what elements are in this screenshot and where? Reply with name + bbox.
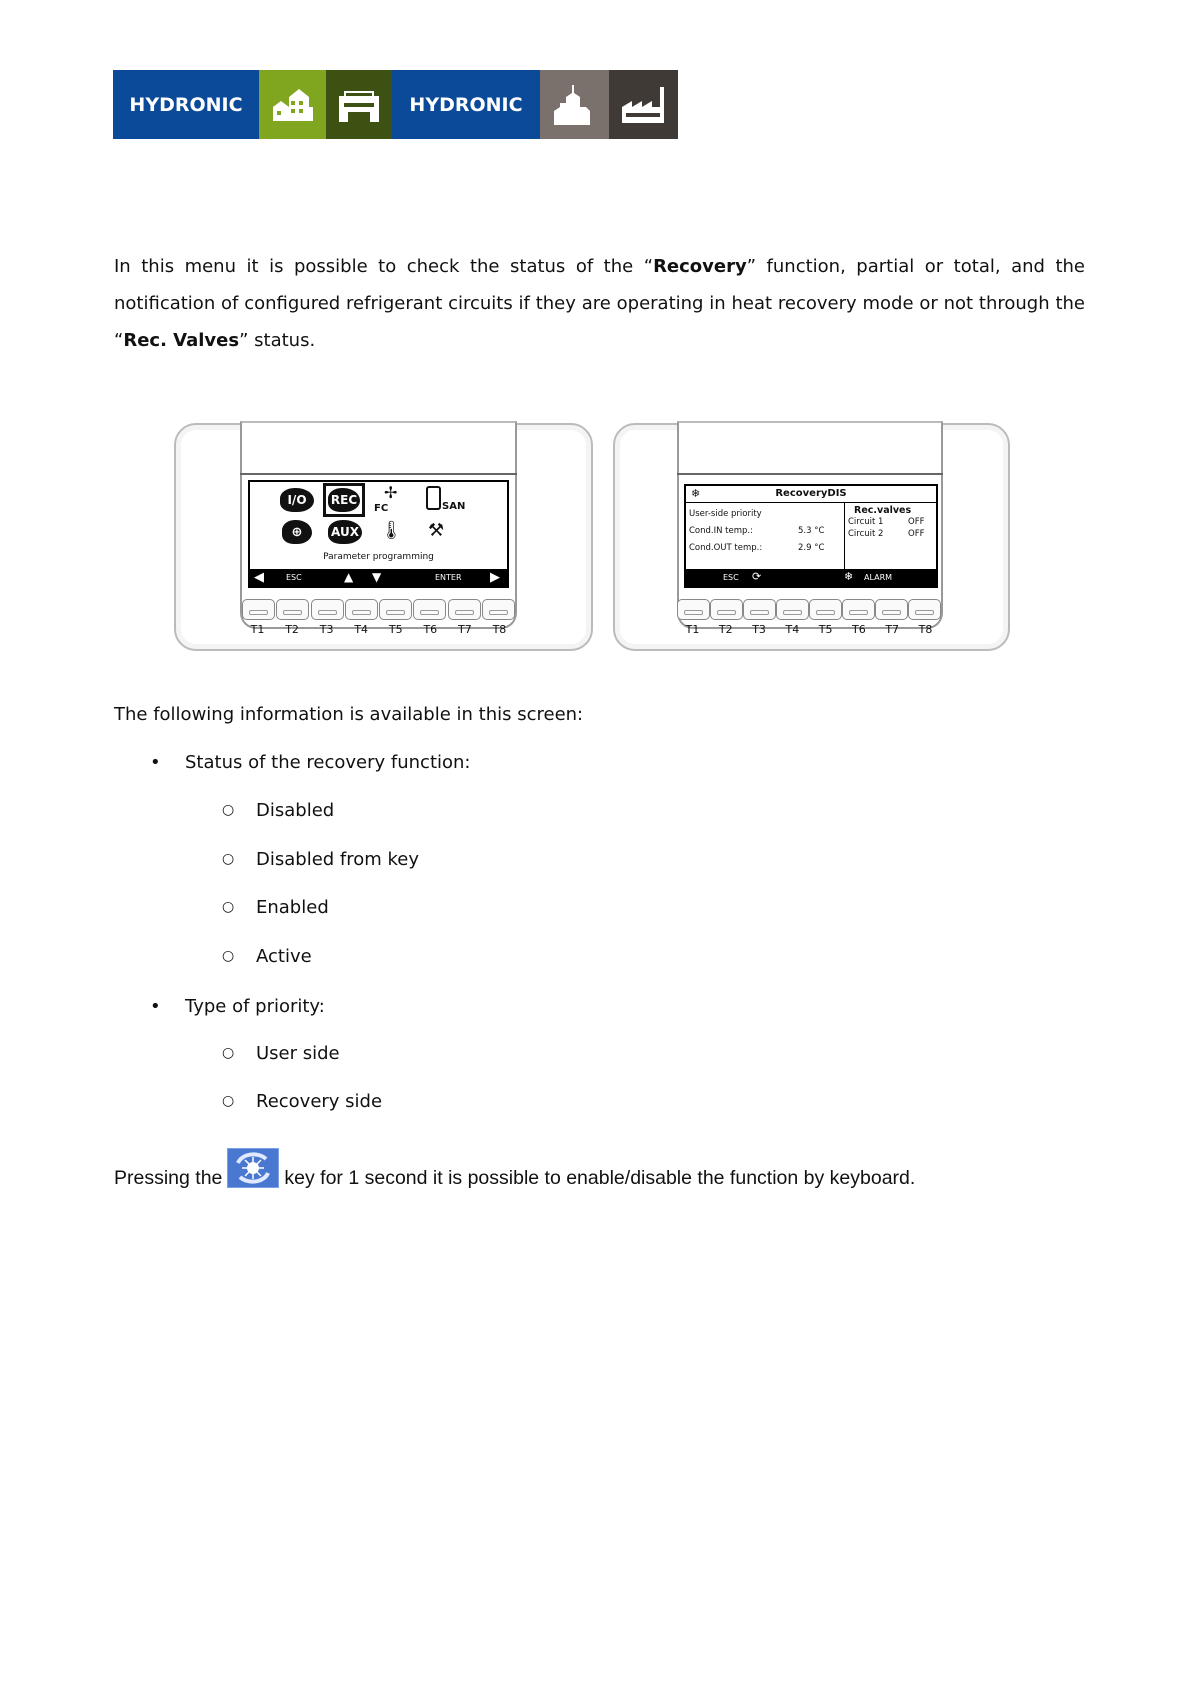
fc-label: FC bbox=[374, 503, 389, 514]
priority-row: User-side priority bbox=[689, 509, 762, 519]
rec-icon: REC bbox=[328, 488, 360, 512]
bullet-icon: • bbox=[150, 996, 161, 1017]
keyboard-instruction bbox=[114, 1158, 915, 1198]
intro-text: In this menu it is possible to check the status of the “ bbox=[114, 256, 654, 277]
banner-label: HYDRONIC bbox=[392, 70, 540, 139]
esc-label: ESC bbox=[286, 573, 302, 582]
softkey-bar bbox=[686, 569, 936, 586]
alarm-label: ALARM bbox=[864, 573, 893, 582]
enter-label: ENTER bbox=[435, 573, 462, 582]
cond-out-value: 2.9 °C bbox=[798, 543, 825, 553]
circle-bullet-icon: ○ bbox=[222, 899, 235, 915]
recovery-toggle-icon: ⟳ bbox=[752, 570, 762, 583]
intro-text: ” status. bbox=[239, 330, 316, 351]
instruction-text: key for 1 second it is possible to enable/disable the function by keyboard. bbox=[284, 1166, 916, 1189]
divider bbox=[240, 473, 517, 475]
key-label: T8 bbox=[492, 623, 507, 636]
divider bbox=[677, 473, 943, 475]
key-t3[interactable] bbox=[743, 599, 776, 620]
key-t2[interactable] bbox=[276, 599, 309, 620]
free-cooling-fan-icon: ✢ bbox=[384, 483, 398, 502]
snowflake-icon: ❄ bbox=[844, 570, 854, 583]
key-labels bbox=[242, 623, 515, 636]
key-label: T5 bbox=[388, 623, 403, 636]
circuit-2-label: Circuit 2 bbox=[848, 529, 884, 539]
sub-list-item: Disabled bbox=[256, 800, 335, 821]
hydronic-banner bbox=[113, 70, 678, 139]
intro-text: ” function, partial or total, and the notification of configured refrigerant circuits if they are operating in heat recovery mode or not through the “ bbox=[114, 256, 1085, 351]
key-label: T4 bbox=[354, 623, 369, 636]
key-label: T4 bbox=[785, 623, 800, 636]
screen-title: RecoveryDIS bbox=[775, 488, 847, 499]
circuit-2-value: OFF bbox=[908, 529, 925, 539]
circuit-1-value: OFF bbox=[908, 517, 925, 527]
list-item: Type of priority: bbox=[185, 996, 325, 1017]
key-label: T1 bbox=[250, 623, 265, 636]
key-t4[interactable] bbox=[345, 599, 378, 620]
key-t6[interactable] bbox=[842, 599, 875, 620]
tools-icon: ⚒ bbox=[428, 520, 445, 541]
info-heading: The following information is available in this screen: bbox=[114, 704, 584, 725]
instruction-text: Pressing the bbox=[114, 1166, 223, 1189]
circle-bullet-icon: ○ bbox=[222, 948, 235, 964]
intro-paragraph bbox=[114, 248, 1085, 359]
controller-device-menu bbox=[174, 423, 593, 651]
cond-in-label: Cond.IN temp.: bbox=[689, 526, 753, 536]
sub-list-item: User side bbox=[256, 1043, 340, 1064]
key-label: T3 bbox=[752, 623, 766, 636]
key-label: T6 bbox=[423, 623, 438, 636]
io-icon: I/O bbox=[280, 488, 314, 512]
circle-bullet-icon: ○ bbox=[222, 802, 235, 818]
pump-valve-icon: ⊕ bbox=[282, 520, 312, 544]
key-t5[interactable] bbox=[379, 599, 412, 620]
key-t3[interactable] bbox=[311, 599, 344, 620]
key-label: T2 bbox=[718, 623, 733, 636]
sub-list-item: Recovery side bbox=[256, 1091, 383, 1112]
key-t1[interactable] bbox=[677, 599, 710, 620]
softkey-bar bbox=[250, 569, 507, 586]
aux-icon: AUX bbox=[328, 520, 362, 544]
circle-bullet-icon: ○ bbox=[222, 851, 235, 867]
controller-device-recovery bbox=[613, 423, 1010, 651]
sub-list-item: Disabled from key bbox=[256, 849, 420, 870]
snowflake-icon: ❄ bbox=[691, 487, 701, 500]
recovery-screen bbox=[684, 484, 938, 588]
cond-out-label: Cond.OUT temp.: bbox=[689, 543, 763, 553]
sub-list-item: Enabled bbox=[256, 897, 329, 918]
factory-icon bbox=[609, 70, 678, 139]
key-t5[interactable] bbox=[809, 599, 842, 620]
right-arrow-icon: ▶ bbox=[490, 570, 500, 585]
esc-label: ESC bbox=[723, 573, 739, 582]
key-t2[interactable] bbox=[710, 599, 743, 620]
key-t7[interactable] bbox=[448, 599, 481, 620]
key-labels bbox=[677, 623, 941, 636]
key-t8[interactable] bbox=[482, 599, 515, 620]
residential-building-icon bbox=[259, 70, 326, 139]
bullet-icon: • bbox=[150, 752, 161, 773]
key-label: T8 bbox=[918, 623, 933, 636]
key-t6[interactable] bbox=[413, 599, 446, 620]
list-item: Status of the recovery function: bbox=[185, 752, 471, 773]
up-arrow-icon: ▲ bbox=[344, 570, 354, 584]
key-label: T7 bbox=[885, 623, 900, 636]
city-skyline-icon bbox=[540, 70, 609, 139]
menu-caption: Parameter programming bbox=[323, 552, 434, 562]
valves-title: Rec.valves bbox=[854, 505, 912, 516]
key-label: T7 bbox=[458, 623, 472, 636]
thermometer-unit-icon: 🌡 bbox=[380, 520, 403, 541]
cond-in-value: 5.3 °C bbox=[798, 526, 825, 536]
key-label: T1 bbox=[685, 623, 700, 636]
circle-bullet-icon: ○ bbox=[222, 1093, 235, 1109]
circuit-1-label: Circuit 1 bbox=[848, 517, 884, 527]
key-t1[interactable] bbox=[242, 599, 275, 620]
key-t8[interactable] bbox=[908, 599, 941, 620]
key-label: T5 bbox=[818, 623, 833, 636]
screen-header bbox=[686, 486, 936, 503]
key-label: T3 bbox=[319, 623, 334, 636]
softkey-buttons bbox=[677, 599, 941, 620]
key-label: T6 bbox=[852, 623, 866, 636]
sub-list-item: Active bbox=[256, 946, 312, 967]
circle-bullet-icon: ○ bbox=[222, 1045, 235, 1061]
key-label: T2 bbox=[285, 623, 299, 636]
intro-bold-recovery: Recovery bbox=[653, 256, 747, 277]
recovery-key-icon bbox=[227, 1148, 279, 1188]
key-t4[interactable] bbox=[776, 599, 809, 620]
divider bbox=[844, 503, 845, 569]
down-arrow-icon: ▼ bbox=[372, 570, 382, 584]
sanitary-tank-icon bbox=[426, 486, 441, 510]
intro-bold-rec-valves: Rec. Valves bbox=[123, 330, 240, 351]
commercial-building-icon bbox=[326, 70, 392, 139]
san-label: SAN bbox=[442, 501, 466, 512]
softkey-buttons bbox=[242, 599, 515, 620]
menu-screen bbox=[248, 480, 509, 588]
left-arrow-icon: ◀ bbox=[254, 570, 264, 585]
banner-label: HYDRONIC bbox=[113, 70, 259, 139]
key-t7[interactable] bbox=[875, 599, 908, 620]
